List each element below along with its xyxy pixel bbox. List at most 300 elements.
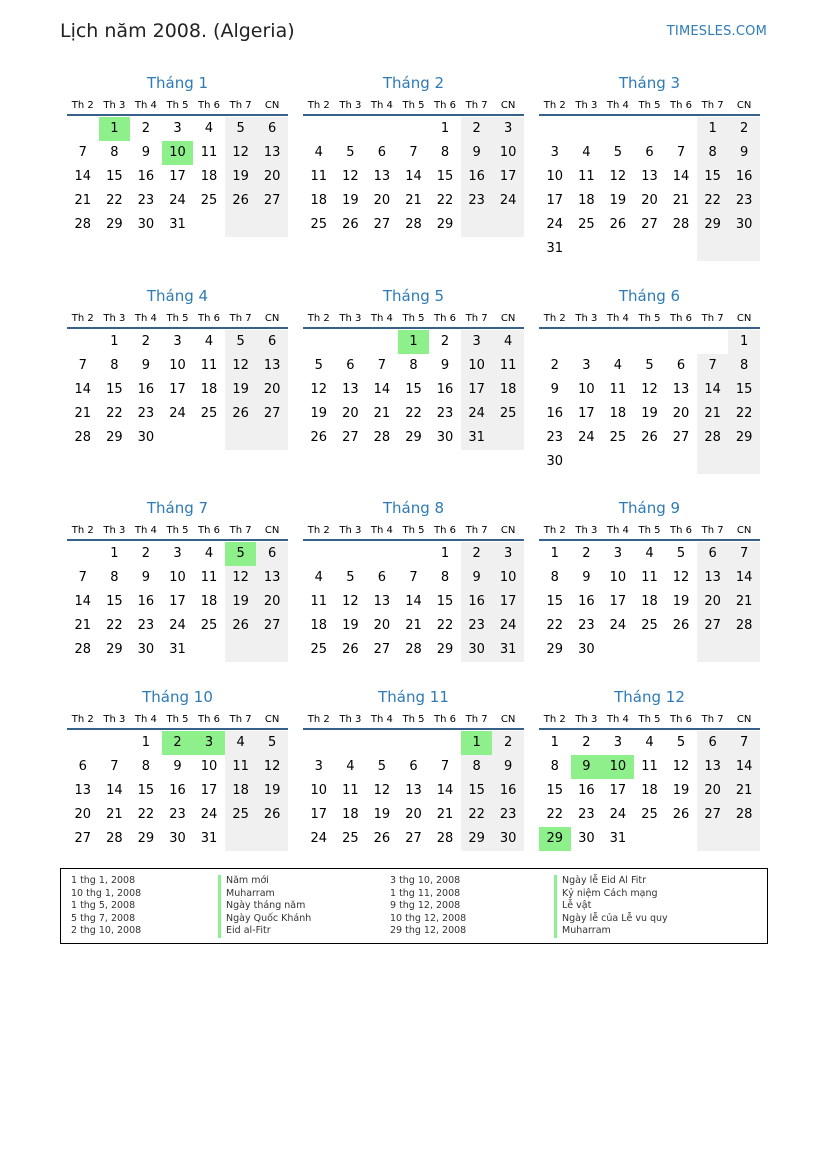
empty-day-cell — [634, 827, 666, 851]
day-cell: 9 — [461, 566, 493, 590]
day-cell: 14 — [106, 783, 123, 798]
month-days — [303, 731, 524, 851]
day-cell: 8 — [141, 759, 151, 774]
day-cell: 8 — [440, 145, 450, 160]
day-cell: 23 — [137, 618, 155, 633]
day-cell: 24 — [609, 807, 627, 822]
day-cell: 8 — [697, 141, 729, 165]
month-title: Tháng 11 — [378, 688, 449, 706]
day-cell: 26 — [225, 614, 257, 638]
day-cell: 2 — [461, 542, 493, 566]
day-cell: 25 — [641, 618, 658, 633]
day-cell: 23 — [436, 406, 454, 421]
weekday-label: Th 7 — [701, 525, 724, 536]
day-cell: 5 — [256, 731, 288, 755]
day-cell: 29 — [436, 217, 454, 232]
weekday-label: Th 5 — [166, 313, 189, 324]
day-cell: 9 — [492, 755, 524, 779]
day-cell: 19 — [609, 193, 627, 208]
day-cell: 27 — [342, 430, 359, 445]
empty-day-cell — [602, 450, 634, 474]
day-cell: 24 — [310, 831, 328, 846]
day-cell: 26 — [225, 189, 257, 213]
legend-holiday-name: Ngày Quốc Khánh — [218, 913, 311, 926]
day-cell: 26 — [342, 642, 359, 657]
day-cell: 5 — [225, 117, 257, 141]
day-cell: 28 — [405, 642, 422, 657]
day-cell: 1 — [697, 117, 729, 141]
day-cell: 15 — [106, 594, 123, 609]
empty-day-cell — [193, 426, 225, 450]
weekday-label: Th 4 — [370, 714, 393, 725]
weekday-header — [539, 307, 760, 329]
weekday-label: CN — [500, 714, 516, 725]
day-cell: 12 — [225, 566, 257, 590]
holiday-day-cell: 10 — [602, 755, 634, 779]
weekday-label: CN — [264, 313, 280, 324]
legend-date: 9 thg 12, 2008 — [390, 900, 461, 911]
day-cell: 4 — [314, 570, 323, 585]
day-cell: 18 — [200, 594, 218, 609]
day-cell: 11 — [310, 169, 328, 184]
day-cell: 25 — [609, 430, 627, 445]
weekday-header — [303, 94, 524, 116]
day-cell: 2 — [461, 117, 493, 141]
weekday-label: Th 5 — [166, 714, 189, 725]
day-cell: 27 — [697, 614, 729, 638]
legend-holiday-name: Năm mới — [218, 875, 311, 888]
day-cell: 29 — [461, 827, 493, 851]
day-cell: 7 — [440, 759, 450, 774]
weekday-label: Th 6 — [198, 525, 221, 536]
day-cell: 5 — [346, 145, 355, 160]
day-cell: 21 — [728, 590, 760, 614]
weekday-header — [303, 708, 524, 730]
month-calendar — [303, 72, 524, 237]
day-cell: 11 — [342, 783, 359, 798]
day-cell: 4 — [204, 121, 214, 136]
day-cell: 16 — [137, 594, 155, 609]
day-cell: 5 — [225, 330, 257, 354]
weekday-label: Th 6 — [434, 714, 457, 725]
day-cell: 18 — [200, 169, 218, 184]
day-cell: 20 — [256, 378, 288, 402]
empty-day-cell — [665, 827, 697, 851]
day-cell: 24 — [169, 406, 186, 421]
day-cell: 18 — [342, 807, 359, 822]
day-cell: 12 — [373, 783, 391, 798]
day-cell: 8 — [110, 570, 119, 585]
empty-day-cell — [225, 638, 257, 662]
empty-day-cell — [335, 542, 367, 566]
legend-dates-left — [71, 875, 141, 938]
day-cell: 22 — [106, 193, 123, 208]
day-cell: 23 — [137, 193, 155, 208]
day-cell: 9 — [141, 145, 151, 160]
day-cell: 23 — [578, 807, 595, 822]
month-title: Tháng 1 — [146, 74, 209, 92]
day-cell: 23 — [137, 406, 155, 421]
day-cell: 28 — [728, 614, 760, 638]
day-cell: 31 — [546, 241, 564, 256]
day-cell: 29 — [106, 217, 123, 232]
month-calendar — [539, 72, 760, 261]
weekday-label: Th 6 — [434, 525, 457, 536]
day-cell: 4 — [204, 334, 214, 349]
weekday-label: Th 2 — [71, 525, 94, 536]
day-cell: 30 — [728, 213, 760, 237]
day-cell: 21 — [405, 193, 422, 208]
day-cell: 20 — [697, 779, 729, 803]
weekday-header — [539, 519, 760, 541]
weekday-label: Th 4 — [606, 100, 629, 111]
day-cell: 30 — [137, 642, 155, 657]
month-days — [539, 542, 760, 662]
day-cell: 28 — [373, 430, 391, 445]
month-title: Tháng 4 — [146, 287, 209, 305]
weekday-label: Th 2 — [71, 313, 94, 324]
day-cell: 24 — [492, 189, 524, 213]
legend-date: 2 thg 10, 2008 — [71, 925, 142, 936]
weekday-label: Th 5 — [166, 525, 189, 536]
site-link[interactable]: TIMESLES.COM — [666, 24, 767, 39]
day-cell: 28 — [74, 642, 92, 657]
day-cell: 5 — [314, 358, 323, 373]
day-cell: 10 — [578, 382, 595, 397]
day-cell: 16 — [169, 783, 186, 798]
day-cell: 23 — [578, 618, 595, 633]
day-cell: 10 — [200, 759, 218, 774]
day-cell: 1 — [141, 735, 151, 750]
month-title: Tháng 10 — [142, 688, 213, 706]
day-cell: 17 — [578, 406, 595, 421]
day-cell: 20 — [697, 590, 729, 614]
weekday-header — [67, 94, 288, 116]
day-cell: 15 — [137, 783, 155, 798]
weekday-label: CN — [264, 525, 280, 536]
day-cell: 28 — [106, 831, 123, 846]
day-cell: 6 — [256, 117, 288, 141]
day-cell: 24 — [169, 193, 186, 208]
holiday-day-cell: 1 — [461, 731, 493, 755]
month-days — [303, 117, 524, 237]
day-cell: 22 — [546, 618, 564, 633]
month-days — [539, 330, 760, 474]
day-cell: 23 — [492, 803, 524, 827]
day-cell: 1 — [440, 546, 450, 561]
empty-day-cell — [225, 213, 257, 237]
empty-day-cell — [225, 827, 257, 851]
weekday-label: Th 3 — [103, 525, 126, 536]
empty-day-cell — [602, 117, 634, 141]
day-cell: 18 — [609, 406, 627, 421]
day-cell: 1 — [110, 334, 119, 349]
day-cell: 7 — [728, 731, 760, 755]
day-cell: 13 — [405, 783, 422, 798]
weekday-header — [539, 708, 760, 730]
weekday-label: CN — [500, 313, 516, 324]
empty-day-cell — [697, 450, 729, 474]
empty-day-cell — [697, 827, 729, 851]
day-cell: 18 — [641, 594, 658, 609]
day-cell: 20 — [373, 618, 391, 633]
day-cell: 21 — [672, 193, 690, 208]
weekday-label: Th 2 — [307, 525, 330, 536]
empty-day-cell — [303, 330, 335, 354]
holiday-day-cell: 1 — [398, 330, 430, 354]
empty-day-cell — [366, 731, 398, 755]
day-cell: 27 — [373, 217, 391, 232]
day-cell: 16 — [436, 382, 454, 397]
month-title: Tháng 2 — [382, 74, 445, 92]
legend-holiday-name: Eid al-Fitr — [218, 925, 311, 938]
day-cell: 19 — [373, 807, 391, 822]
day-cell: 7 — [78, 570, 87, 585]
day-cell: 18 — [225, 779, 257, 803]
month-calendar — [67, 497, 288, 662]
day-cell: 2 — [141, 121, 151, 136]
day-cell: 13 — [256, 566, 288, 590]
weekday-label: Th 6 — [670, 100, 693, 111]
month-title: Tháng 6 — [618, 287, 681, 305]
day-cell: 17 — [609, 783, 627, 798]
day-cell: 14 — [728, 566, 760, 590]
day-cell: 31 — [200, 831, 218, 846]
day-cell: 26 — [342, 217, 359, 232]
day-cell: 17 — [169, 594, 186, 609]
day-cell: 21 — [728, 779, 760, 803]
day-cell: 11 — [492, 354, 524, 378]
day-cell: 1 — [728, 330, 760, 354]
day-cell: 29 — [106, 642, 123, 657]
day-cell: 5 — [645, 358, 654, 373]
day-cell: 7 — [728, 542, 760, 566]
day-cell: 17 — [169, 382, 186, 397]
day-cell: 17 — [492, 590, 524, 614]
day-cell: 31 — [609, 831, 627, 846]
day-cell: 2 — [141, 546, 151, 561]
day-cell: 20 — [672, 406, 690, 421]
empty-day-cell — [335, 117, 367, 141]
legend-date: 5 thg 7, 2008 — [71, 912, 136, 924]
month-days — [67, 731, 288, 851]
weekday-label: Th 5 — [166, 100, 189, 111]
day-cell: 13 — [641, 169, 658, 184]
day-cell: 5 — [676, 735, 686, 750]
holiday-day-cell: 29 — [539, 827, 571, 851]
empty-day-cell — [256, 638, 288, 662]
weekday-label: Th 6 — [670, 313, 693, 324]
day-cell: 28 — [405, 217, 422, 232]
day-cell: 19 — [672, 594, 690, 609]
day-cell: 17 — [200, 783, 218, 798]
day-cell: 17 — [492, 165, 524, 189]
weekday-label: Th 5 — [402, 100, 425, 111]
weekday-label: Th 2 — [543, 525, 566, 536]
empty-day-cell — [225, 426, 257, 450]
day-cell: 30 — [169, 831, 186, 846]
day-cell: 17 — [461, 378, 493, 402]
weekday-label: Th 2 — [71, 714, 94, 725]
day-cell: 12 — [672, 759, 690, 774]
empty-day-cell — [67, 330, 99, 354]
empty-day-cell — [665, 450, 697, 474]
weekday-header — [303, 519, 524, 541]
day-cell: 8 — [550, 570, 559, 585]
day-cell: 2 — [550, 358, 559, 373]
day-cell: 20 — [74, 807, 92, 822]
empty-day-cell — [398, 731, 430, 755]
day-cell: 12 — [225, 141, 257, 165]
month-title: Tháng 12 — [614, 688, 685, 706]
day-cell: 13 — [256, 141, 288, 165]
weekday-label: Th 5 — [402, 313, 425, 324]
day-cell: 30 — [578, 642, 595, 657]
day-cell: 25 — [200, 406, 218, 421]
day-cell: 25 — [200, 193, 218, 208]
day-cell: 4 — [225, 731, 257, 755]
day-cell: 13 — [256, 354, 288, 378]
day-cell: 29 — [106, 430, 123, 445]
empty-day-cell — [728, 638, 760, 662]
empty-day-cell — [398, 117, 430, 141]
day-cell: 10 — [169, 570, 186, 585]
day-cell: 14 — [74, 382, 92, 397]
day-cell: 4 — [582, 145, 591, 160]
day-cell: 4 — [492, 330, 524, 354]
legend-date: 29 thg 12, 2008 — [390, 925, 467, 936]
weekday-label: Th 2 — [307, 313, 330, 324]
holiday-day-cell: 9 — [571, 755, 603, 779]
day-cell: 31 — [461, 426, 493, 450]
empty-day-cell — [571, 450, 603, 474]
day-cell: 12 — [225, 354, 257, 378]
weekday-label: Th 6 — [434, 313, 457, 324]
day-cell: 28 — [697, 426, 729, 450]
empty-day-cell — [571, 117, 603, 141]
legend-date: 10 thg 1, 2008 — [71, 887, 142, 899]
weekday-label: CN — [264, 714, 280, 725]
weekday-label: CN — [736, 714, 752, 725]
month-title: Tháng 9 — [618, 499, 681, 517]
day-cell: 6 — [409, 759, 418, 774]
day-cell: 10 — [546, 169, 564, 184]
weekday-header — [67, 519, 288, 541]
day-cell: 20 — [342, 406, 359, 421]
day-cell: 26 — [225, 402, 257, 426]
day-cell: 11 — [225, 755, 257, 779]
empty-day-cell — [665, 237, 697, 261]
day-cell: 18 — [310, 193, 328, 208]
day-cell: 3 — [582, 358, 591, 373]
month-calendar — [303, 686, 524, 851]
day-cell: 3 — [314, 759, 323, 774]
weekday-label: CN — [736, 525, 752, 536]
weekday-label: Th 4 — [134, 714, 157, 725]
weekday-label: Th 2 — [543, 100, 566, 111]
day-cell: 3 — [461, 330, 493, 354]
day-cell: 20 — [405, 807, 422, 822]
day-cell: 31 — [169, 642, 186, 657]
weekday-header — [67, 708, 288, 730]
day-cell: 8 — [110, 145, 119, 160]
day-cell: 12 — [342, 169, 359, 184]
day-cell: 19 — [225, 590, 257, 614]
empty-day-cell — [602, 330, 634, 354]
day-cell: 24 — [546, 217, 564, 232]
weekday-label: Th 7 — [229, 714, 252, 725]
day-cell: 15 — [106, 169, 123, 184]
weekday-label: Th 4 — [606, 525, 629, 536]
weekday-label: CN — [736, 100, 752, 111]
day-cell: 6 — [78, 759, 87, 774]
day-cell: 11 — [200, 145, 218, 160]
weekday-label: Th 7 — [229, 313, 252, 324]
weekday-label: Th 7 — [465, 525, 488, 536]
day-cell: 2 — [440, 334, 450, 349]
day-cell: 7 — [78, 145, 87, 160]
weekday-label: CN — [736, 313, 752, 324]
day-cell: 22 — [106, 618, 123, 633]
empty-day-cell — [697, 638, 729, 662]
day-cell: 6 — [676, 358, 686, 373]
day-cell: 28 — [74, 430, 92, 445]
holiday-day-cell: 3 — [193, 731, 225, 755]
day-cell: 1 — [550, 735, 559, 750]
weekday-label: Th 3 — [103, 313, 126, 324]
day-cell: 27 — [256, 402, 288, 426]
day-cell: 17 — [546, 193, 564, 208]
day-cell: 1 — [550, 546, 559, 561]
day-cell: 24 — [200, 807, 218, 822]
weekday-label: Th 3 — [339, 525, 362, 536]
day-cell: 21 — [405, 618, 422, 633]
day-cell: 16 — [492, 779, 524, 803]
weekday-label: Th 6 — [670, 525, 693, 536]
empty-day-cell — [539, 330, 571, 354]
day-cell: 14 — [672, 169, 690, 184]
day-cell: 6 — [697, 731, 729, 755]
weekday-label: Th 3 — [575, 313, 598, 324]
day-cell: 4 — [346, 759, 355, 774]
day-cell: 14 — [728, 755, 760, 779]
weekday-label: Th 6 — [670, 714, 693, 725]
day-cell: 10 — [310, 783, 328, 798]
month-days — [67, 330, 288, 450]
day-cell: 10 — [492, 141, 524, 165]
month-calendar — [67, 686, 288, 851]
day-cell: 29 — [546, 642, 564, 657]
day-cell: 23 — [169, 807, 186, 822]
day-cell: 3 — [492, 117, 524, 141]
day-cell: 7 — [78, 358, 87, 373]
day-cell: 30 — [137, 217, 155, 232]
day-cell: 14 — [373, 382, 391, 397]
day-cell: 21 — [106, 807, 123, 822]
empty-day-cell — [429, 731, 461, 755]
weekday-label: Th 5 — [402, 714, 425, 725]
day-cell: 4 — [314, 145, 323, 160]
day-cell: 13 — [697, 755, 729, 779]
day-cell: 15 — [106, 382, 123, 397]
day-cell: 7 — [110, 759, 119, 774]
day-cell: 25 — [310, 217, 328, 232]
weekday-label: Th 4 — [370, 525, 393, 536]
weekday-label: Th 5 — [402, 525, 425, 536]
weekday-label: Th 3 — [339, 100, 362, 111]
day-cell: 12 — [609, 169, 627, 184]
weekday-label: Th 4 — [370, 100, 393, 111]
